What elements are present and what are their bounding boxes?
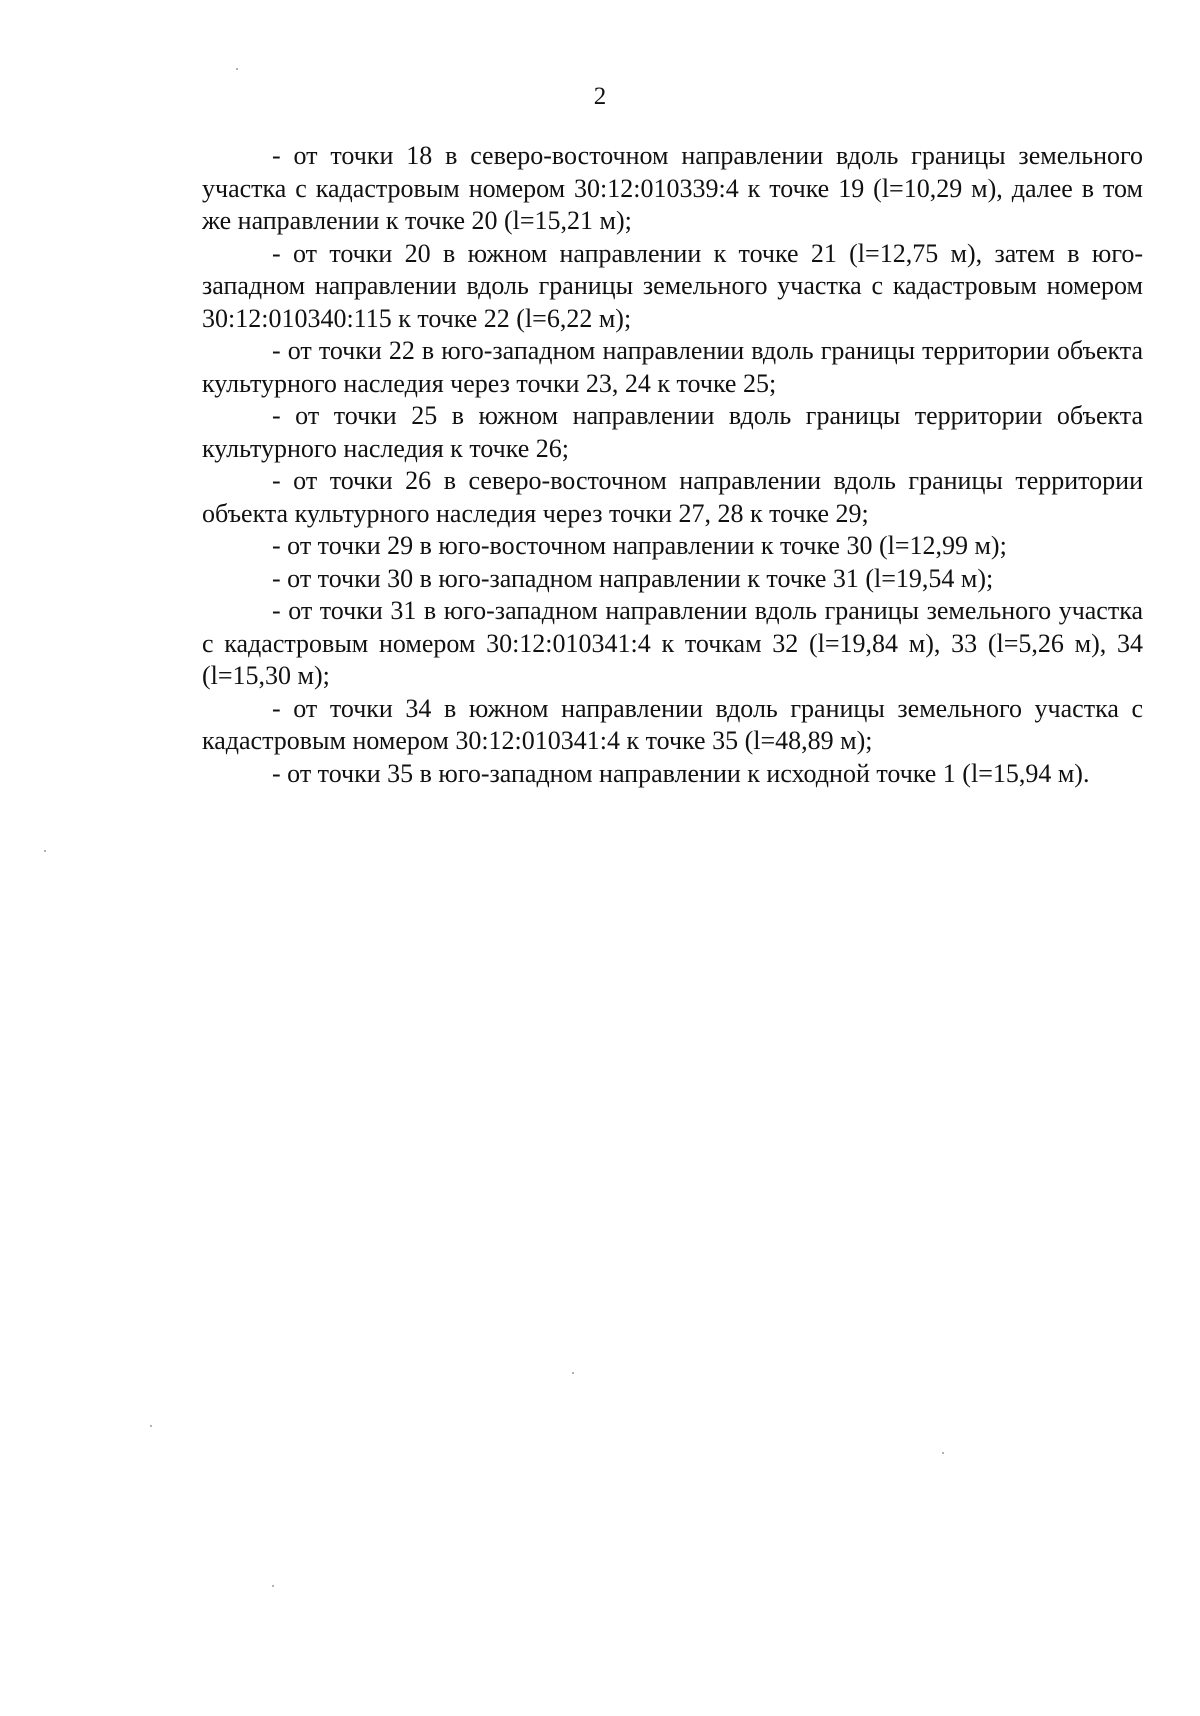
paragraph-4: - от точки 25 в южном направлении вдоль границы территории объекта культурного наследия к точке 26; <box>202 401 1143 463</box>
paragraph-3: - от точки 22 в юго-западном направлении вдоль границы территории объекта культурного наследия через точки 23, 24 к точке 25; <box>202 336 1143 398</box>
paragraph-1: - от точки 18 в северо-восточном направлении вдоль границы земельного участка с кадастровым номером 30:12:010339:4 к точке 19 (l=10,29 м), далее в том же направлении к точке 20 (l=15,21 м); <box>202 141 1143 235</box>
page-number: 2 <box>593 83 607 110</box>
scan-speck <box>44 850 46 852</box>
paragraph-10: - от точки 35 в юго-западном направлении к исходной точке 1 (l=15,94 м). <box>272 758 1090 788</box>
paragraph-7: - от точки 30 в юго-западном направлении к точке 31 (l=19,54 м); <box>272 563 994 593</box>
scan-speck <box>272 1585 274 1587</box>
paragraph-8: - от точки 31 в юго-западном направлении вдоль границы земельного участка с кадастровым номером 30:12:010341:4 к точкам 32 (l=19,84 м), 33 (l=5,26 м), 34 (l=15,30 м); <box>202 596 1143 690</box>
paragraph-2: - от точки 20 в южном направлении к точке 21 (l=12,75 м), затем в юго-западном направлении вдоль границы земельного участка с кадастровым номером 30:12:010340:115 к точке 22 (l=6,22 м); <box>202 238 1143 333</box>
scan-speck <box>572 1372 574 1374</box>
document-body <box>202 140 1143 790</box>
scan-speck <box>942 1452 944 1454</box>
scan-speck <box>236 68 238 70</box>
paragraph-5: - от точки 26 в северо-восточном направлении вдоль границы территории объекта культурного наследия через точки 27, 28 к точке 29; <box>202 466 1143 528</box>
paragraph-9: - от точки 34 в южном направлении вдоль границы земельного участка с кадастровым номером 30:12:010341:4 к точке 35 (l=48,89 м); <box>202 693 1143 755</box>
scan-speck <box>150 1425 152 1427</box>
paragraph-6: - от точки 29 в юго-восточном направлении к точке 30 (l=12,99 м); <box>272 531 1007 560</box>
